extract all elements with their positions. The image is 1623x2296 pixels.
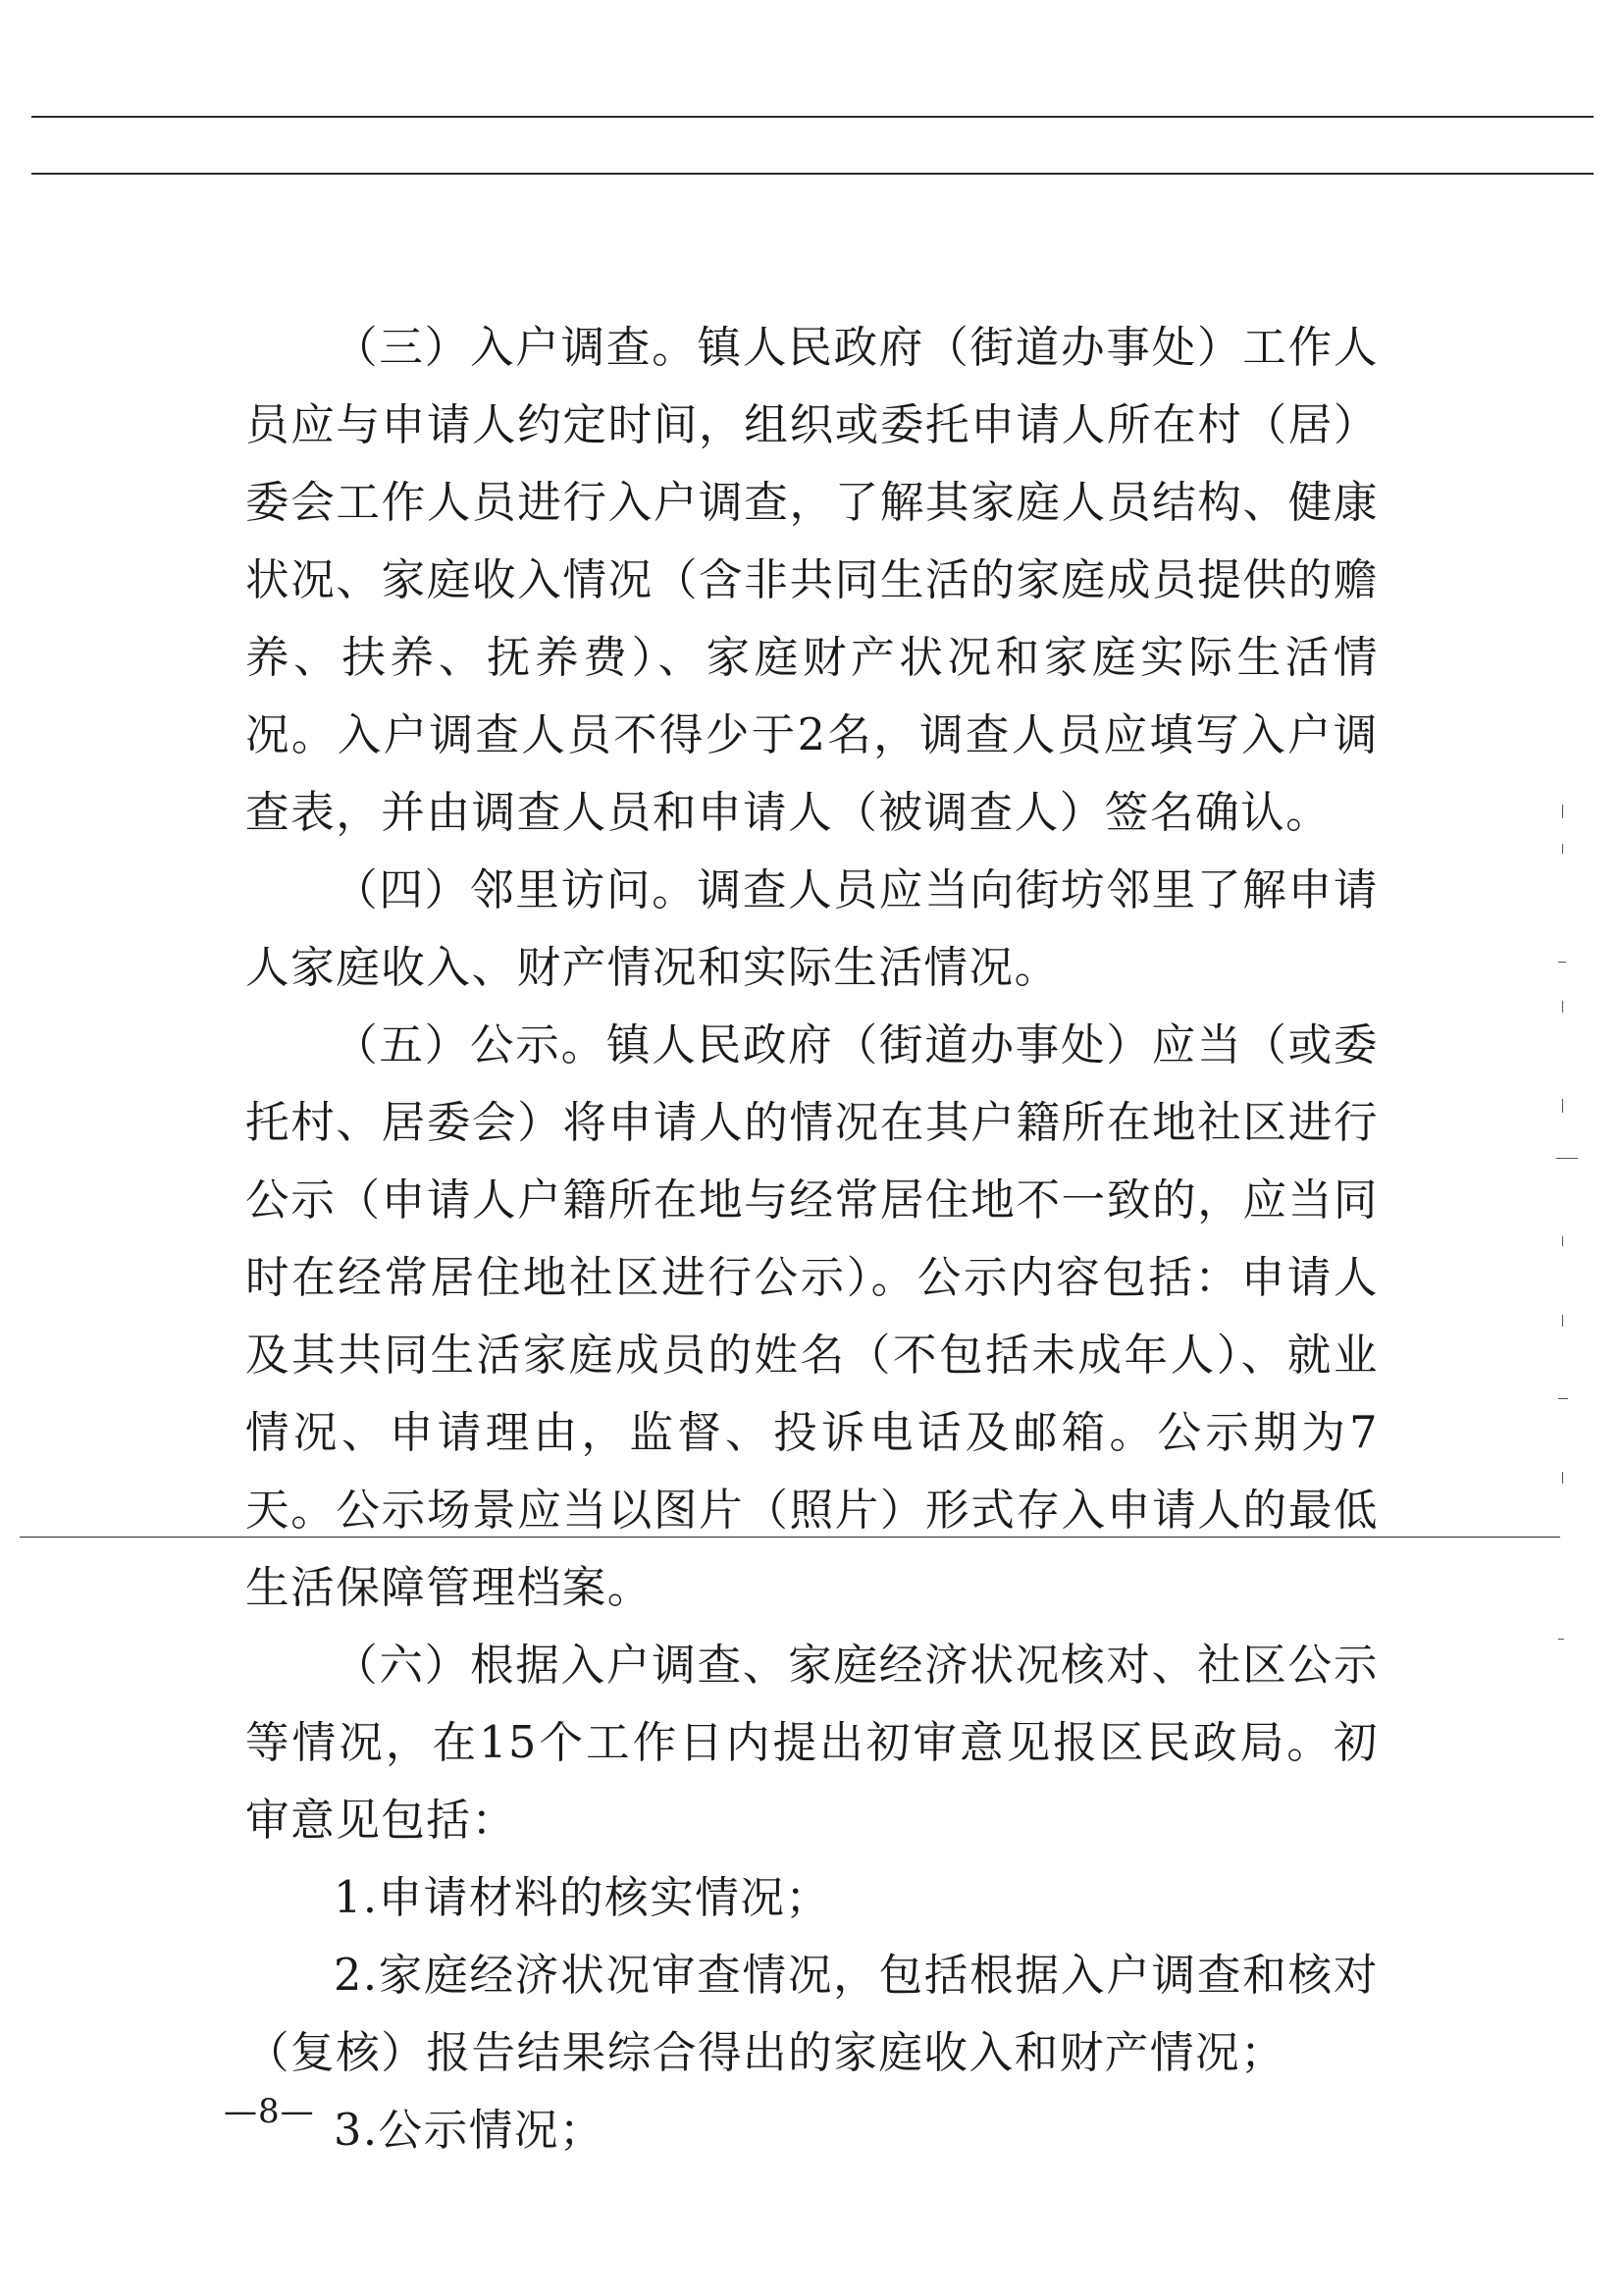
paragraph-preliminary-review: （六）根据入户调查、家庭经济状况核对、社区公示等情况，在15个工作日内提出初审意见报区民政局。初审意见包括：	[245, 1640, 1379, 1846]
list-item-materials: 1.申请材料的核实情况；	[334, 1872, 831, 1923]
paragraph-household-survey: （三）入户调查。镇人民政府（街道办事处）工作人员应与申请人约定时间，组织或委托申请人所在村（居）委会工作人员进行入户调查，了解其家庭人员结构、健康状况、家庭收入情况（含非共同生活的家庭成员提供的赡养、扶养、抚养费）、家庭财产状况和家庭实际生活情况。入户调查人员不得少于2名，调查人员应填写入户调查表，并由调查人员和申请人（被调查人）签名确认。	[245, 322, 1379, 838]
header-rule-top	[31, 116, 1594, 118]
list-item-economic-review: 2.家庭经济状况审查情况，包括根据入户调查和核对（复核）报告结果综合得出的家庭收入和财产情况；	[245, 1950, 1379, 2078]
page-number: —8—	[224, 2092, 315, 2131]
paragraph-public-notice: （五）公示。镇人民政府（街道办事处）应当（或委托村、居委会）将申请人的情况在其户籍所在地社区进行公示（申请人户籍所在地与经常居住地不一致的，应当同时在经常居住地社区进行公示）。公示内容包括：申请人及其共同生活家庭成员的姓名（不包括未成年人）、就业情况、申请理由，监督、投诉电话及邮箱。公示期为7天。公示场景应当以图片（照片）形式存入申请人的最低生活保障管理档案。	[245, 1019, 1379, 1613]
paragraph-neighbor-visit: （四）邻里访问。调查人员应当向街坊邻里了解申请人家庭收入、财产情况和实际生活情况。	[245, 864, 1379, 993]
scan-margin-marks	[1554, 785, 1584, 1668]
header-rule-bottom	[31, 173, 1594, 175]
document-body	[245, 309, 1379, 2169]
list-item-notice-status: 3.公示情况；	[334, 2105, 605, 2156]
